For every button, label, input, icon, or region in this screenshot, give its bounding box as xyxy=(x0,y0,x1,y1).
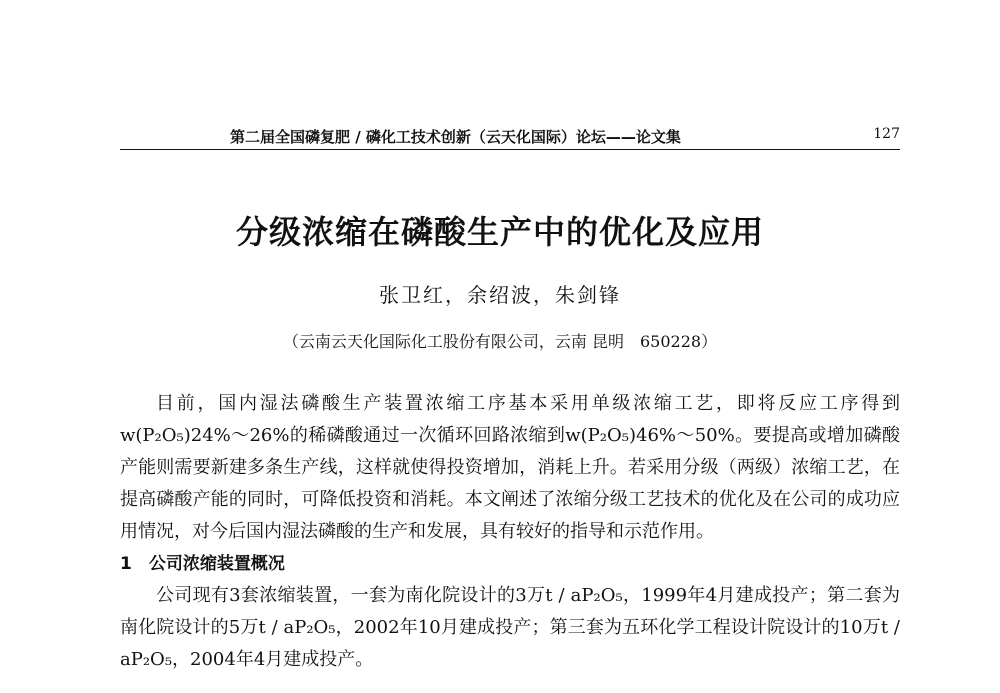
running-title: 第二届全国磷复肥 / 磷化工技术创新（云天化国际）论坛——论文集 xyxy=(230,128,681,146)
section-1-heading: 1 公司浓缩装置概况 xyxy=(120,554,285,574)
article-affiliation: （云南云天化国际化工股份有限公司，云南 昆明 650228） xyxy=(282,332,718,351)
intro-paragraph: 目前，国内湿法磷酸生产装置浓缩工序基本采用单级浓缩工艺，即将反应工序得到w(P₂O₅)24%～26%的稀磷酸通过一次循环回路浓缩到w(P₂O₅)46%～50%。要提高或增加磷酸产能则需要新建多条生产线，这样就使得投资增加，消耗上升。若采用分级（两级）浓缩工艺，在提高磷酸产能的同时，可降低投资和消耗。本文阐述了浓缩分级工艺技术的优化及在公司的成功应用情况，对今后国内湿法磷酸的生产和发展，具有较好的指导和示范作用。 xyxy=(120,393,900,542)
running-header xyxy=(120,124,900,148)
article-title: 分级浓缩在磷酸生产中的优化及应用 xyxy=(235,213,764,251)
header-divider xyxy=(120,149,900,150)
section-1-paragraph: 公司现有3套浓缩装置，一套为南化院设计的3万t / aP₂O₅，1999年4月建成投产；第二套为南化院设计的5万t / aP₂O₅，2002年10月建成投产；第三套为五环化学工程设计院设计的10万t / aP₂O₅，2004年4月建成投产。 xyxy=(120,585,900,670)
page-number: 127 xyxy=(873,126,900,142)
article-body xyxy=(120,388,900,676)
article-authors: 张卫红，余绍波，朱剑锋 xyxy=(379,283,621,307)
